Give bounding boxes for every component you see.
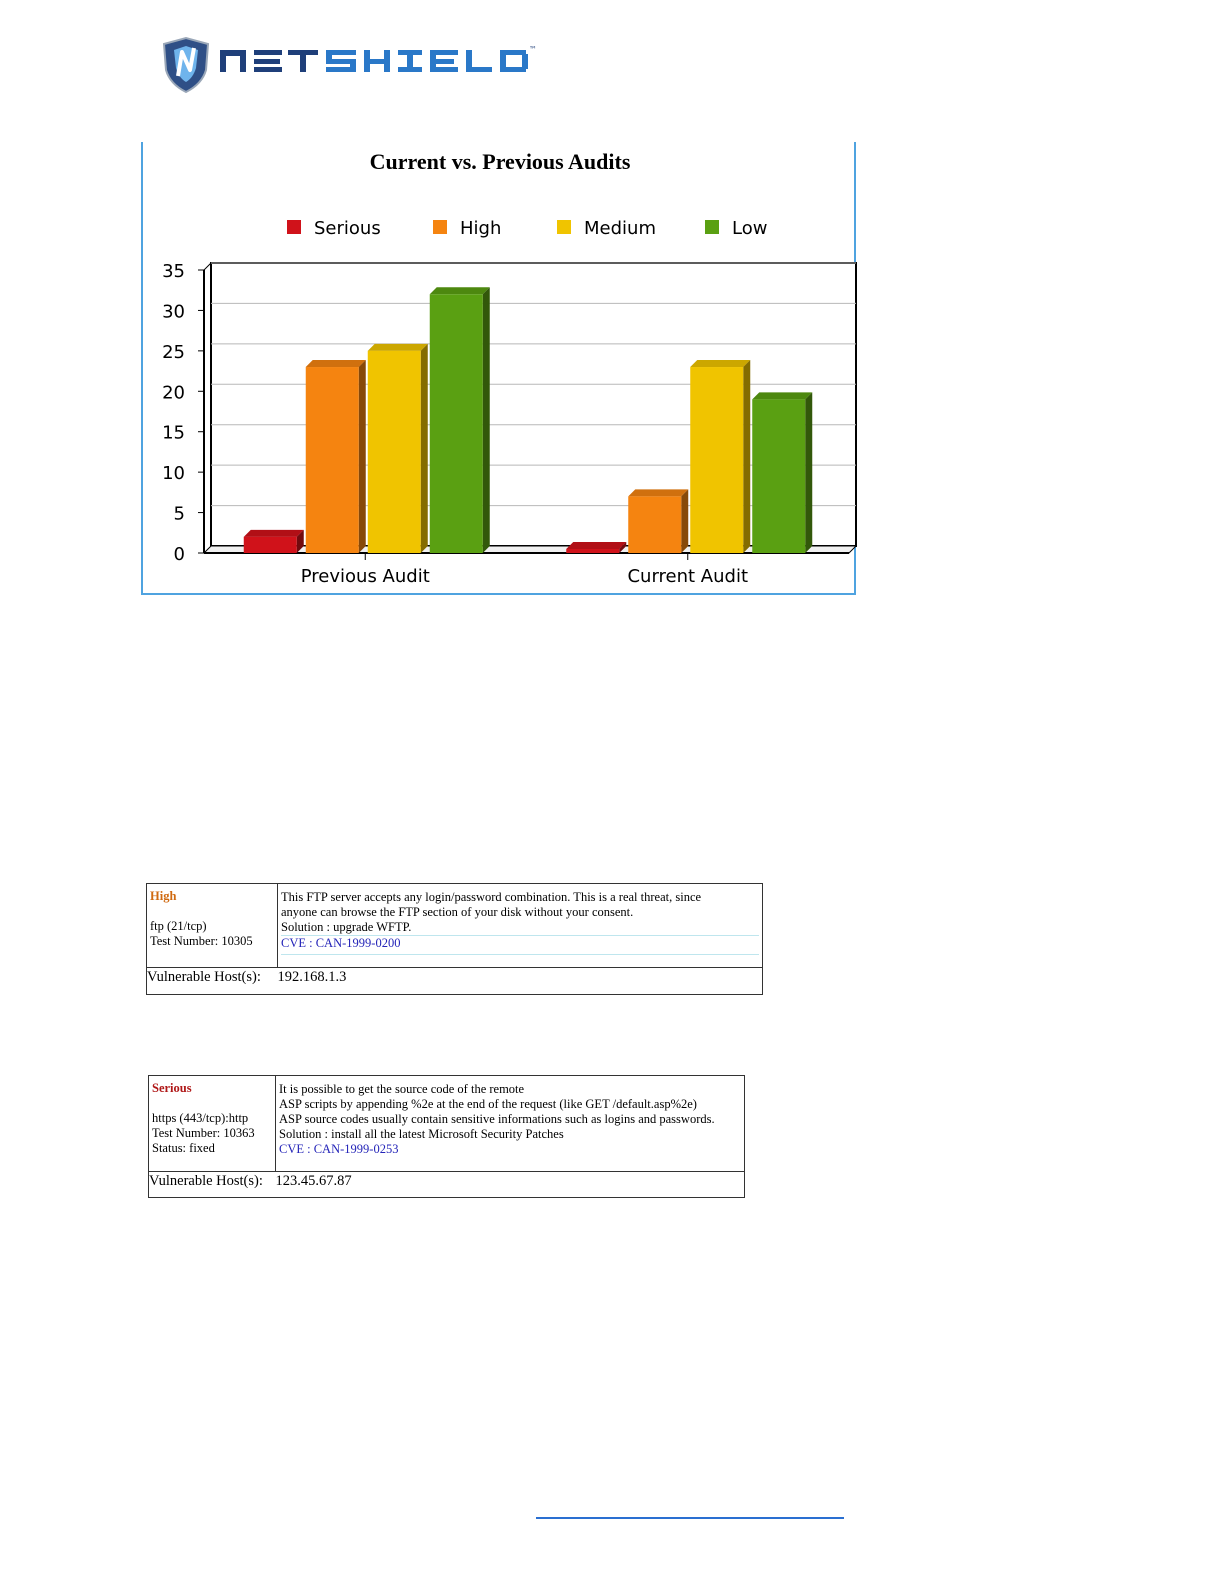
finding-table (146, 883, 763, 995)
bar-low (752, 392, 812, 553)
bar-front (752, 399, 805, 553)
legend-swatch (287, 220, 301, 234)
vulnerable-host-ip: 123.45.67.87 (276, 1172, 745, 1198)
legend-swatch (433, 220, 447, 234)
bar-top (244, 530, 304, 537)
trademark-mark: ™ (529, 45, 537, 54)
y-tick-label: 15 (162, 422, 185, 444)
finding-meta-cell (149, 1076, 276, 1172)
y-tick-label: 5 (173, 503, 185, 525)
finding-table (148, 1075, 745, 1198)
service-port: ftp (21/tcp) (150, 919, 207, 933)
plot-depth-edge (204, 263, 211, 270)
bar-front (628, 496, 681, 553)
bar-side (743, 360, 750, 553)
legend-label: High (460, 218, 502, 239)
audit-chart-frame (141, 142, 856, 595)
legend-label: Low (732, 218, 768, 239)
finding-meta-cell (147, 884, 278, 968)
bar-side (359, 360, 366, 553)
bar-top (306, 360, 366, 367)
y-tick-label: 20 (162, 382, 185, 404)
status-text: Status: fixed (152, 1141, 215, 1155)
x-tick-label: Current Audit (627, 566, 749, 587)
bar-serious (244, 530, 304, 553)
finding-description-cell (278, 884, 763, 968)
footer-rule (536, 1517, 844, 1519)
bar-side (421, 344, 428, 553)
netshield-logo (160, 36, 550, 96)
bar-top (368, 344, 428, 351)
bar-high (628, 489, 688, 553)
description-line: Solution : upgrade WFTP. (281, 920, 412, 934)
test-number: Test Number: 10305 (150, 934, 253, 948)
description-line: anyone can browse the FTP section of your disk without your consent. (281, 905, 634, 919)
vulnerable-host-ip: 192.168.1.3 (278, 968, 763, 995)
bar-side (805, 392, 812, 553)
bar-front (690, 367, 743, 553)
bar-medium (368, 344, 428, 553)
bar-top (628, 489, 688, 496)
vulnerable-hosts-label: Vulnerable Host(s): (149, 1172, 276, 1198)
y-tick-label: 25 (162, 341, 185, 363)
description-line: Solution : install all the latest Microsoft Security Patches (279, 1127, 564, 1141)
description-line: ASP source codes usually contain sensitive informations such as logins and passwords. (279, 1112, 715, 1126)
bar-serious (566, 542, 626, 553)
bar-front (368, 351, 421, 553)
bar-front (244, 537, 297, 553)
severity-label: Serious (152, 1081, 192, 1095)
finding-description-cell (276, 1076, 745, 1172)
bar-front (566, 549, 619, 553)
legend-label: Medium (584, 218, 656, 239)
vulnerable-hosts-label: Vulnerable Host(s): (147, 968, 278, 995)
y-tick-label: 10 (162, 463, 185, 485)
x-tick-label: Previous Audit (300, 566, 430, 587)
description-line: It is possible to get the source code of the remote (279, 1082, 525, 1096)
audit-comparison-chart (143, 142, 858, 595)
test-number: Test Number: 10363 (152, 1126, 255, 1140)
bar-top (690, 360, 750, 367)
chart-plot-area (162, 261, 856, 587)
bar-top (566, 542, 626, 549)
chart-title: Current vs. Previous Audits (369, 149, 631, 174)
legend-label: Serious (314, 218, 381, 239)
y-tick-label: 30 (162, 301, 185, 323)
legend-swatch (557, 220, 571, 234)
bar-top (752, 392, 812, 399)
bar-side (483, 287, 490, 553)
chart-legend (287, 218, 767, 239)
y-tick-label: 35 (162, 261, 185, 282)
bar-low (430, 287, 490, 553)
legend-swatch (705, 220, 719, 234)
bar-side (681, 489, 688, 553)
brand-name (220, 44, 488, 88)
service-port: https (443/tcp):http (152, 1111, 249, 1125)
bar-high (306, 360, 366, 553)
bar-front (430, 294, 483, 553)
cve-link[interactable]: CVE : CAN-1999-0253 (279, 1142, 399, 1156)
description-line: This FTP server accepts any login/password combination. This is a real threat, since (281, 890, 702, 904)
description-line: ASP scripts by appending %2e at the end of the request (like GET /default.asp%2e) (279, 1097, 697, 1111)
y-tick-label: 0 (173, 544, 185, 565)
cve-link[interactable]: CVE : CAN-1999-0200 (281, 935, 759, 955)
bar-medium (690, 360, 750, 553)
bar-front (306, 367, 359, 553)
bar-top (430, 287, 490, 294)
severity-label: High (150, 889, 177, 903)
